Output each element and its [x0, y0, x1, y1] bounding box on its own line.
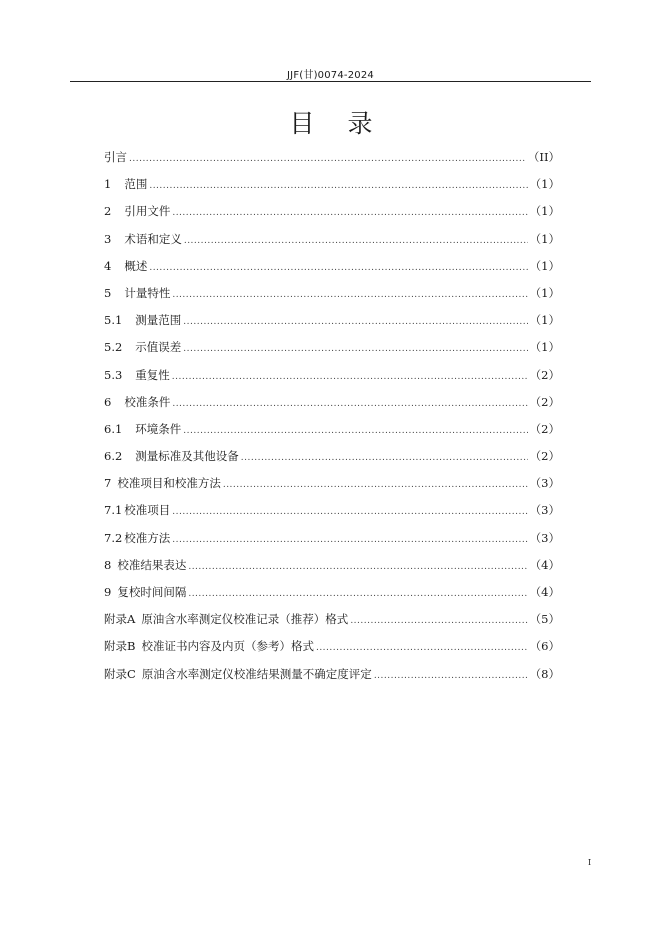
toc-leader-dots: [183, 339, 527, 359]
toc-entry-4[interactable]: [104, 256, 560, 283]
toc-entry-number: 7.1: [104, 503, 123, 518]
toc-title: [0, 104, 662, 140]
toc-leader-dots: [172, 530, 527, 550]
toc-leader-dots: [172, 203, 527, 223]
toc-entry-page: （II）: [527, 150, 560, 164]
toc-entry-page: （1）: [529, 258, 560, 273]
toc-entry-number: 5: [104, 285, 112, 300]
toc-entry-number: 附录B: [104, 639, 136, 654]
toc-leader-dots: [188, 584, 527, 604]
toc-entry-number: 附录C: [104, 666, 136, 681]
toc-entry-text: 范围: [124, 177, 148, 192]
toc-title-char-1: 目: [289, 109, 315, 138]
toc-leader-dots: [188, 557, 527, 577]
table-of-contents: [104, 147, 560, 691]
toc-leader-dots: [129, 149, 526, 169]
toc-entry-number: 6.2: [104, 449, 123, 464]
toc-leader-dots: [223, 475, 528, 495]
toc-entry-number: 7.2: [104, 530, 123, 545]
toc-entry-page: （3）: [529, 530, 560, 545]
toc-entry-page: （8）: [529, 666, 560, 681]
toc-entry-number: 7: [104, 476, 112, 491]
toc-entry-page: （1）: [529, 204, 560, 219]
toc-entry-6-2[interactable]: [104, 446, 560, 473]
toc-entry-text: 引言: [104, 150, 127, 164]
toc-entry-7-1[interactable]: [104, 500, 560, 527]
toc-entry-page: （3）: [529, 503, 560, 518]
toc-entry-page: （2）: [529, 367, 560, 382]
toc-leader-dots: [183, 312, 527, 332]
toc-entry-1[interactable]: [104, 174, 560, 201]
toc-entry-page: （6）: [529, 639, 560, 654]
toc-entry-number: 6.1: [104, 421, 123, 436]
toc-entry-number: 9: [104, 585, 112, 599]
toc-leader-dots: [184, 231, 528, 251]
toc-leader-dots: [149, 258, 527, 278]
toc-entry-2[interactable]: [104, 201, 560, 228]
toc-entry-text: 校准证书内容及内页（参考）格式: [141, 639, 314, 654]
toc-entry-intro[interactable]: [104, 147, 560, 174]
toc-entry-page: （1）: [529, 340, 560, 355]
toc-entry-5-2[interactable]: [104, 337, 560, 364]
toc-leader-dots: [241, 448, 528, 468]
toc-entry-text: 校准方法: [124, 530, 171, 545]
toc-leader-dots: [374, 666, 528, 686]
toc-title-char-2: 录: [347, 109, 373, 138]
toc-entry-page: （1）: [529, 231, 560, 246]
toc-entry-number: 4: [104, 258, 112, 273]
toc-entry-text: 原油含水率测定仪校准结果测量不确定度评定: [141, 666, 372, 681]
toc-entry-page: （4）: [529, 557, 560, 572]
page-number: I: [588, 858, 592, 867]
toc-entry-number: 5.2: [104, 340, 123, 355]
toc-leader-dots: [316, 638, 528, 658]
toc-entry-page: （5）: [529, 612, 560, 627]
document-code-header: JJF(甘)0074-2024: [287, 70, 374, 81]
toc-entry-8[interactable]: [104, 555, 560, 582]
toc-entry-appendix-a[interactable]: [104, 609, 560, 636]
toc-leader-dots: [149, 176, 527, 196]
toc-entry-6-1[interactable]: [104, 419, 560, 446]
toc-entry-5-3[interactable]: [104, 365, 560, 392]
toc-entry-appendix-c[interactable]: [104, 664, 560, 691]
toc-entry-number: 5.3: [104, 367, 123, 382]
toc-entry-text: 术语和定义: [124, 231, 182, 246]
toc-entry-text: 重复性: [135, 367, 170, 382]
toc-entry-text: 引用文件: [124, 204, 171, 219]
toc-entry-text: 校准结果表达: [117, 557, 187, 572]
toc-entry-text: 测量标准及其他设备: [135, 449, 239, 464]
toc-entry-text: 环境条件: [135, 421, 182, 436]
toc-leader-dots: [350, 611, 527, 631]
toc-entry-page: （2）: [529, 394, 560, 409]
toc-leader-dots: [183, 421, 527, 441]
toc-entry-page: （1）: [529, 285, 560, 300]
toc-entry-text: 校准项目和校准方法: [117, 476, 221, 491]
toc-entry-page: （2）: [529, 421, 560, 436]
toc-entry-text: 复校时间间隔: [117, 585, 187, 599]
toc-entry-number: 5.1: [104, 313, 123, 328]
toc-entry-page: （1）: [529, 313, 560, 328]
toc-entry-number: 6: [104, 394, 112, 409]
toc-leader-dots: [172, 285, 527, 305]
toc-entry-page: （4）: [529, 585, 560, 599]
toc-entry-number: 1: [104, 177, 112, 192]
toc-entry-5[interactable]: [104, 283, 560, 310]
toc-leader-dots: [172, 502, 527, 522]
toc-leader-dots: [172, 394, 527, 414]
toc-entry-3[interactable]: [104, 229, 560, 256]
toc-entry-7-2[interactable]: [104, 528, 560, 555]
toc-entry-text: 示值误差: [135, 340, 182, 355]
toc-entry-number: 8: [104, 557, 112, 572]
toc-entry-number: 2: [104, 204, 112, 219]
toc-entry-page: （1）: [529, 177, 560, 192]
toc-entry-number: 附录A: [104, 612, 136, 627]
toc-entry-9[interactable]: [104, 582, 560, 609]
toc-entry-number: 3: [104, 231, 112, 246]
toc-entry-page: （3）: [529, 476, 560, 491]
toc-entry-text: 原油含水率测定仪校准记录（推荐）格式: [141, 612, 349, 627]
toc-leader-dots: [172, 367, 528, 387]
toc-entry-text: 校准项目: [124, 503, 171, 518]
toc-entry-page: （2）: [529, 449, 560, 464]
toc-entry-7[interactable]: [104, 473, 560, 500]
toc-entry-text: 测量范围: [135, 313, 182, 328]
toc-entry-6[interactable]: [104, 392, 560, 419]
toc-entry-appendix-b[interactable]: [104, 636, 560, 663]
toc-entry-text: 概述: [124, 258, 148, 273]
toc-entry-text: 计量特性: [124, 285, 171, 300]
toc-entry-5-1[interactable]: [104, 310, 560, 337]
toc-entry-text: 校准条件: [124, 394, 171, 409]
header-rule: [70, 81, 591, 82]
